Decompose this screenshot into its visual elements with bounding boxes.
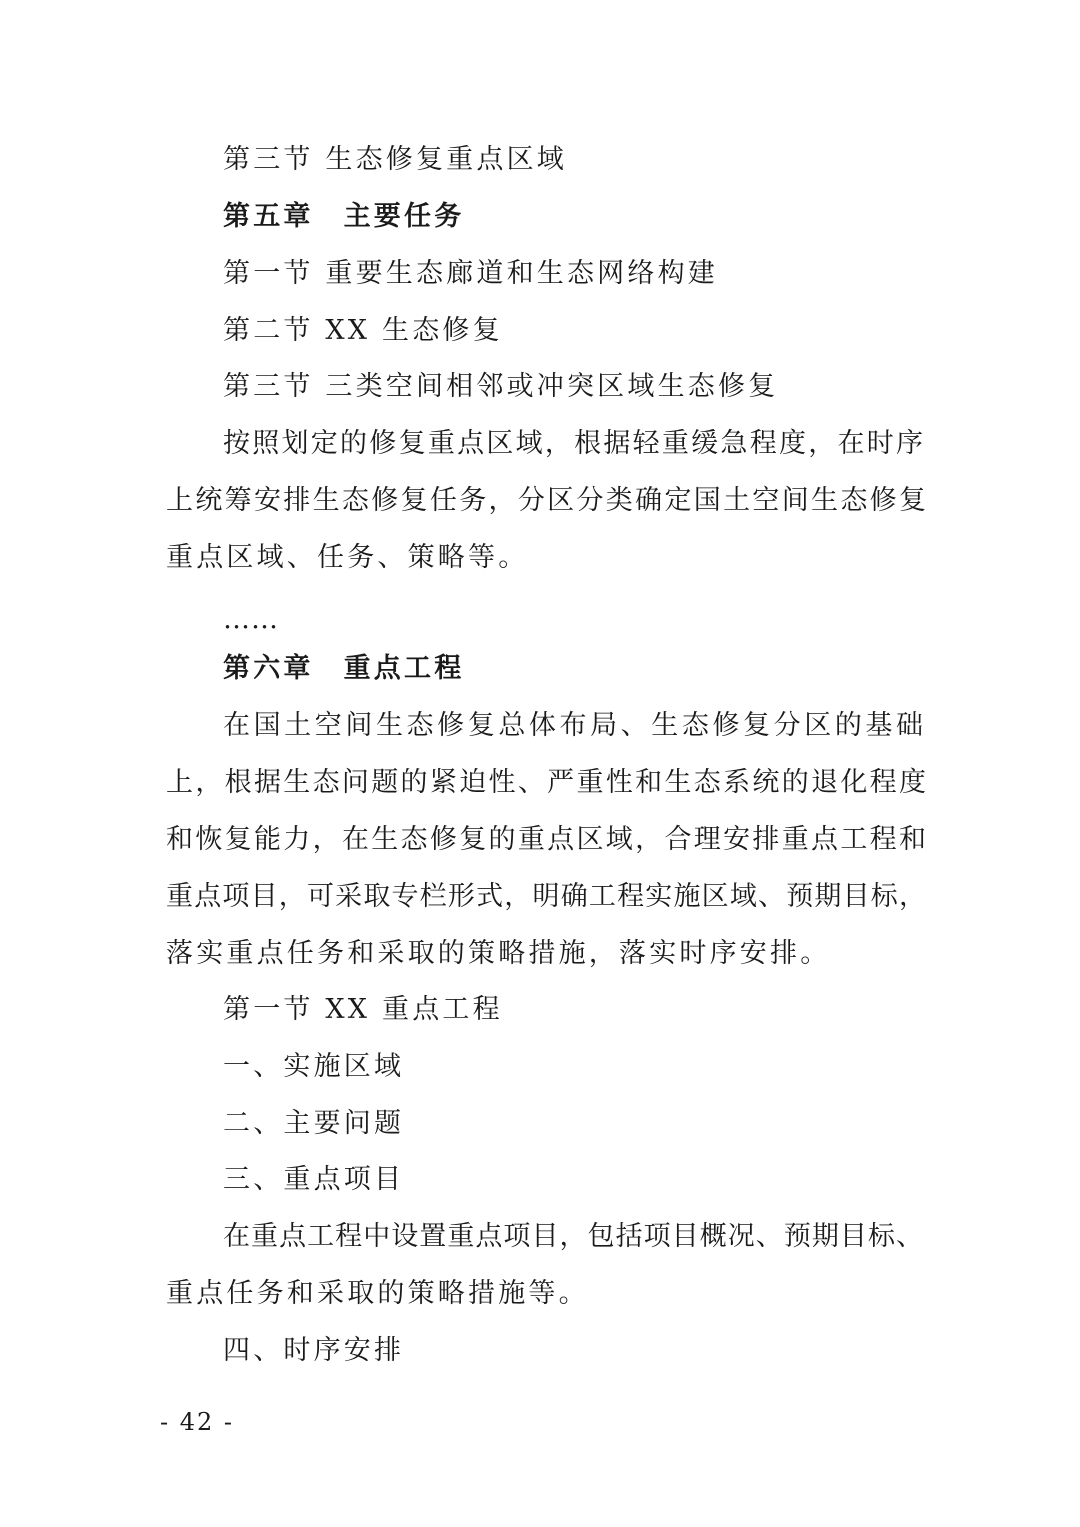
- paragraph-line: 和恢复能力，在生态修复的重点区域，合理安排重点工程和: [166, 824, 926, 855]
- paragraph-line: 重点任务和采取的策略措施等。: [166, 1278, 589, 1309]
- paragraph-line: 按照划定的修复重点区域，根据轻重缓急程度，在时序: [223, 428, 923, 459]
- section-heading: 第三节 生态修复重点区域: [223, 144, 567, 175]
- paragraph-line: 上统筹安排生态修复任务，分区分类确定国土空间生态修复: [166, 485, 926, 516]
- chapter-number: 第五章: [223, 201, 314, 232]
- subsection-heading: 二、主要问题: [223, 1108, 405, 1139]
- chapter-heading: [223, 649, 923, 689]
- section-heading: 第一节 XX 重点工程: [223, 994, 503, 1025]
- chapter-heading: [223, 197, 923, 237]
- subsection-heading: 四、时序安排: [223, 1335, 405, 1366]
- subsection-heading: 三、重点项目: [223, 1164, 405, 1195]
- chapter-title: 主要任务: [343, 201, 465, 232]
- subsection-heading: 一、实施区域: [223, 1051, 405, 1082]
- section-heading: 第一节 重要生态廊道和生态网络构建: [223, 258, 718, 289]
- page-number: - 42 -: [160, 1408, 235, 1436]
- ellipsis: ……: [223, 604, 279, 635]
- paragraph-line: 落实重点任务和采取的策略措施，落实时序安排。: [166, 938, 831, 969]
- section-heading: 第三节 三类空间相邻或冲突区域生态修复: [223, 371, 779, 402]
- section-heading: 第二节 XX 生态修复: [223, 315, 503, 346]
- paragraph-line: 在重点工程中设置重点项目，包括项目概况、预期目标、: [223, 1221, 923, 1252]
- paragraph-line: 在国土空间生态修复总体布局、生态修复分区的基础: [223, 710, 923, 741]
- paragraph-line: 重点区域、任务、策略等。: [166, 542, 529, 573]
- paragraph-line: 重点项目，可采取专栏形式，明确工程实施区域、预期目标，: [166, 881, 926, 912]
- chapter-title: 重点工程: [343, 653, 465, 684]
- paragraph-line: 上，根据生态问题的紧迫性、严重性和生态系统的退化程度: [166, 767, 926, 798]
- chapter-number: 第六章: [223, 653, 314, 684]
